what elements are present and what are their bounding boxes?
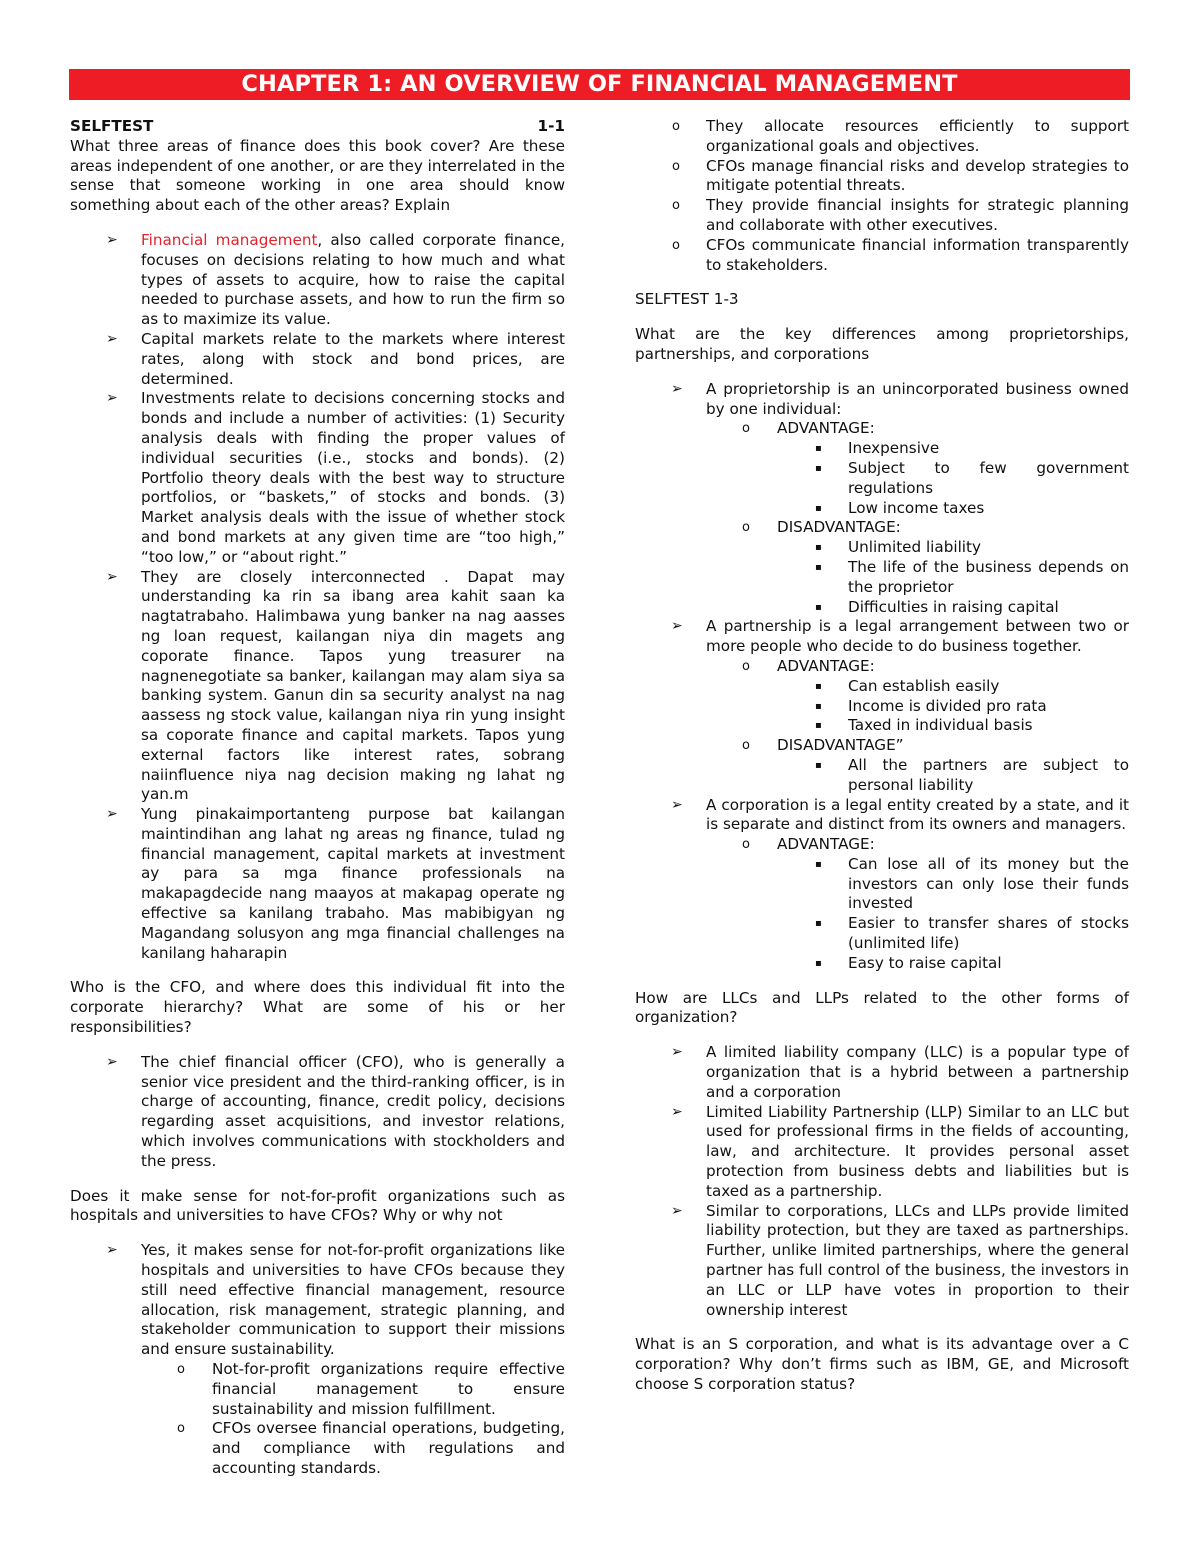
circle-bullet-icon: o <box>177 1362 185 1378</box>
square-bullet-icon: ▪ <box>815 957 822 969</box>
arrow-bullet-icon: ➢ <box>106 390 118 407</box>
list-item: ➢ Capital markets relate to the markets where interest rates, along with stock and bond prices, are determined. <box>106 329 565 388</box>
list-item: ➢ The chief financial officer (CFO), who is generally a senior vice president and the third-ranking officer, is in charge of accounting, finance, credit policy, decisions regarding asset acquisitions, and investor relations, which involves communications with stockholders and the press. <box>106 1052 565 1170</box>
sub-sub-list-item: ▪ Can establish easily <box>815 676 1000 695</box>
circle-bullet-icon: o <box>742 837 750 853</box>
sub-sub-list-item: ▪ Can lose all of its money but the investors can only lose their funds invested <box>815 854 1129 913</box>
sub-list <box>706 419 1129 617</box>
sub-list <box>141 1360 565 1479</box>
arrow-bullet-icon: ➢ <box>671 1044 683 1061</box>
sub-sub-list-item: ▪ Income is divided pro rata <box>815 696 1047 715</box>
answer-cfo-list <box>70 1053 565 1172</box>
square-bullet-icon: ▪ <box>815 462 822 474</box>
arrow-bullet-icon: ➢ <box>106 568 118 585</box>
selftest-1-3-heading: SELFTEST 1-3 <box>635 290 739 309</box>
circle-bullet-icon: o <box>672 198 680 214</box>
sub-sub-list-item: ▪ Unlimited liability <box>815 538 981 557</box>
arrow-bullet-icon: ➢ <box>671 380 683 397</box>
sub-list-item: o CFOs manage financial risks and develop strategies to mitigate potential threats. <box>672 156 1129 195</box>
question-not-for-profit: Does it make sense for not-for-profit organizations such as hospitals and universities to have CFOs? Why or why not <box>70 1186 565 1225</box>
list-item: ➢ Yes, it makes sense for not-for-profit organizations like hospitals and universities to have CFOs because they still need effective financial management, resource allocation, risk management, strategic planning, and stakeholder communication to support their missions and ensure sustainability. o Not-for-profit organizations require effective financial management to ensure sustainability and mission fulfillment. o CFOs oversee financial operations, budgeting, and compliance with regulations and accounting standards. <box>106 1241 565 1477</box>
answer-not-for-profit-list <box>70 1241 565 1479</box>
list-item-partnership: ➢ A partnership is a legal arrangement between two or more people who decide to do business together. o ADVANTAGE: ▪ Can establish easily ▪ Income is divided pro rata ▪ Taxed in individual basis o DISADVANTAGE” ▪ All the partners are subject to personal liability <box>671 617 1129 794</box>
sub-list-item: o They provide financial insights for strategic planning and collaborate with other executives. <box>672 196 1129 234</box>
sub-sub-list-item: ▪ Easy to raise capital <box>815 953 1002 972</box>
sub-list-item: o DISADVANTAGE: ▪ Unlimited liability ▪ The life of the business depends on the proprietor ▪ Difficulties in raising capital <box>742 518 1129 616</box>
square-bullet-icon: ▪ <box>815 700 822 712</box>
sub-sub-list-item: ▪ Inexpensive <box>815 439 940 458</box>
sub-sub-list-item: ▪ Subject to few government regulations <box>815 458 1129 497</box>
list-item-corporation: ➢ A corporation is a legal entity created by a state, and it is separate and distinct from its owners and managers. o ADVANTAGE: ▪ Can lose all of its money but the investors can only lose their funds invested ▪ Easier to transfer shares of stocks (unlimited life) ▪ Easy to raise capital <box>671 795 1129 972</box>
sub-list-item: o CFOs oversee financial operations, budgeting, and compliance with regulations and accounting standards. <box>177 1419 565 1477</box>
list-item-proprietorship: ➢ A proprietorship is an unincorporated business owned by one individual: o ADVANTAGE: ▪ Inexpensive ▪ Subject to few government regulations ▪ Low income taxes o DISADVANTAGE: ▪ Unlimited liability ▪ The life of the business depends on the proprietor ▪ Difficulties in raising capital <box>671 379 1129 616</box>
square-bullet-icon: ▪ <box>815 680 822 692</box>
square-bullet-icon: ▪ <box>815 601 822 613</box>
circle-bullet-icon: o <box>177 1421 185 1437</box>
sub-sub-list-item: ▪ Difficulties in raising capital <box>815 597 1059 616</box>
sub-sub-list <box>777 538 1129 617</box>
list-item: ➢ Yung pinakaimportanteng purpose bat kailangan maintindihan ang lahat ng areas ng finance, tulad ng financial management, capital markets at investment ay para sa mga finance professionals na makapagdecide nang maayos at makapag operate ng effective sa kanilang trabaho. Mas mabibigyan ng Magandang solusyon ang mga financial challenges na kanilang haharapin <box>106 805 565 962</box>
arrow-bullet-icon: ➢ <box>671 796 683 813</box>
sub-list-item: o They allocate resources efficiently to support organizational goals and objectives. <box>672 117 1129 155</box>
list-item: ➢ Investments relate to decisions concerning stocks and bonds and include a number of activities: (1) Security analysis deals with finding the proper values of individual securities (i.e., stocks and bonds). (2) Portfolio theory deals with the best way to structure portfolios, or “baskets,” of stocks and bonds. (3) Market analysis deals with the issue of whether stock and bond markets at any given time are “too high,” “too low,” or “about right.” <box>106 389 565 566</box>
list-item: ➢ They are closely interconnected . Dapat may understanding ka rin sa ibang area kahit saan ka nagtatrabaho. Halimbawa yung banker na nag aasses ng loan request, kailangan niya din magets ang coporate finance. Tapos yung treasurer na nagnenegotiate sa banker, kailangan may alam siya sa banking system. Ganun din sa security analyst na nag aassess ng stock value, kailangan niya rin yung insight sa coporate finance and capital markets. Tapos yung external factors like interest rates, sobrang naiinfluence niya nag decision making ng lahat ng yan.m <box>106 567 565 804</box>
selftest-heading <box>70 117 565 137</box>
sub-sub-list-item: ▪ Low income taxes <box>815 498 985 517</box>
sub-list-item: o DISADVANTAGE” ▪ All the partners are subject to personal liability <box>742 736 1129 794</box>
sub-sub-list <box>777 439 1129 518</box>
sub-list <box>706 657 1129 796</box>
sub-list-item: o ADVANTAGE: ▪ Can lose all of its money but the investors can only lose their funds invested ▪ Easier to transfer shares of stocks (unlimited life) ▪ Easy to raise capital <box>742 835 1129 972</box>
sub-sub-list-item: ▪ Taxed in individual basis <box>815 716 1033 735</box>
sub-sub-list-item: ▪ All the partners are subject to personal liability <box>815 755 1129 794</box>
arrow-bullet-icon: ➢ <box>106 231 118 248</box>
question-s-corporation: What is an S corporation, and what is its advantage over a C corporation? Why don’t firms such as IBM, GE, and Microsoft choose S corporation status? <box>635 1335 1129 1394</box>
square-bullet-icon: ▪ <box>815 561 822 573</box>
sub-list-item: o ADVANTAGE: ▪ Inexpensive ▪ Subject to few government regulations ▪ Low income taxes <box>742 419 1129 517</box>
right-column <box>635 117 1129 1395</box>
list-item: ➢ Similar to corporations, LLCs and LLPs provide limited liability protection, but they are taxed as partnerships. Further, unlike limited partnerships, where the general partner has full control of the business, the investors in an LLC or LLP have votes in proportion to their ownership interest <box>671 1201 1129 1319</box>
sub-sub-list-item: ▪ The life of the business depends on the proprietor <box>815 557 1129 596</box>
left-column <box>70 117 565 1479</box>
arrow-bullet-icon: ➢ <box>671 618 683 635</box>
question-llc-llp: How are LLCs and LLPs related to the other forms of organization? <box>635 988 1129 1027</box>
list-item: ➢ A limited liability company (LLC) is a popular type of organization that is a hybrid between a partnership and a corporation <box>671 1043 1129 1101</box>
square-bullet-icon: ▪ <box>815 502 822 514</box>
list-item: ➢ Limited Liability Partnership (LLP) Similar to an LLC but used for professional firms in the fields of accounting, law, and architecture. It provides personal asset protection from business debts and liabilities but is taxed as a partnership. <box>671 1102 1129 1200</box>
square-bullet-icon: ▪ <box>815 759 822 771</box>
square-bullet-icon: ▪ <box>815 918 822 930</box>
chapter-title-banner: CHAPTER 1: AN OVERVIEW OF FINANCIAL MANAGEMENT <box>69 69 1130 100</box>
answer-areas-list <box>70 231 565 963</box>
list-item: ➢ Financial management, also called corporate finance, focuses on decisions relating to how much and what types of assets to acquire, how to raise the capital needed to purchase assets, and how to run the firm so as to maximize its value. <box>106 230 565 329</box>
circle-bullet-icon: o <box>672 237 680 253</box>
arrow-bullet-icon: ➢ <box>671 1202 683 1219</box>
sub-list-item: o ADVANTAGE: ▪ Can establish easily ▪ Income is divided pro rata ▪ Taxed in individual basis <box>706 657 1129 736</box>
sub-sub-list <box>777 756 1129 796</box>
question-business-forms: What are the key differences among proprietorships, partnerships, and corporations <box>635 325 1129 363</box>
circle-bullet-icon: o <box>672 119 680 134</box>
arrow-bullet-icon: ➢ <box>106 1242 118 1259</box>
circle-bullet-icon: o <box>742 421 750 437</box>
sub-list-item: o CFOs communicate financial information transparently to stakeholders. <box>672 235 1129 274</box>
square-bullet-icon: ▪ <box>815 542 822 554</box>
sub-list-item: o Not-for-profit organizations require effective financial management to ensure sustainability and mission fulfillment. <box>177 1360 565 1418</box>
selftest-number: 1-1 <box>537 117 565 135</box>
highlight-term: Financial management <box>141 230 318 249</box>
sub-sub-list <box>777 677 1129 736</box>
sub-sub-list-item: ▪ Easier to transfer shares of stocks (unlimited life) <box>815 914 1129 953</box>
square-bullet-icon: ▪ <box>815 858 822 870</box>
arrow-bullet-icon: ➢ <box>106 806 118 823</box>
selftest-label: SELFTEST <box>70 117 154 135</box>
arrow-bullet-icon: ➢ <box>106 330 118 347</box>
sub-list <box>706 835 1129 974</box>
square-bullet-icon: ▪ <box>815 443 822 455</box>
circle-bullet-icon: o <box>742 738 750 754</box>
circle-bullet-icon: o <box>742 520 750 536</box>
not-for-profit-continued-list <box>635 117 1129 275</box>
arrow-bullet-icon: ➢ <box>671 1103 683 1120</box>
question-areas-of-finance: What three areas of finance does this book cover? Are these areas independent of one another, or are they interrelated in the sense that someone working in one area should know something about each of the other areas? Explain <box>70 136 565 215</box>
arrow-bullet-icon: ➢ <box>106 1053 118 1070</box>
question-cfo: Who is the CFO, and where does this individual fit into the corporate hierarchy? What are some of his or her responsibilities? <box>70 978 565 1037</box>
square-bullet-icon: ▪ <box>815 720 822 732</box>
circle-bullet-icon: o <box>672 158 680 174</box>
business-forms-list <box>635 380 1129 974</box>
sub-sub-list <box>777 855 1129 974</box>
answer-llc-llp-list <box>635 1043 1129 1320</box>
circle-bullet-icon: o <box>742 658 750 674</box>
